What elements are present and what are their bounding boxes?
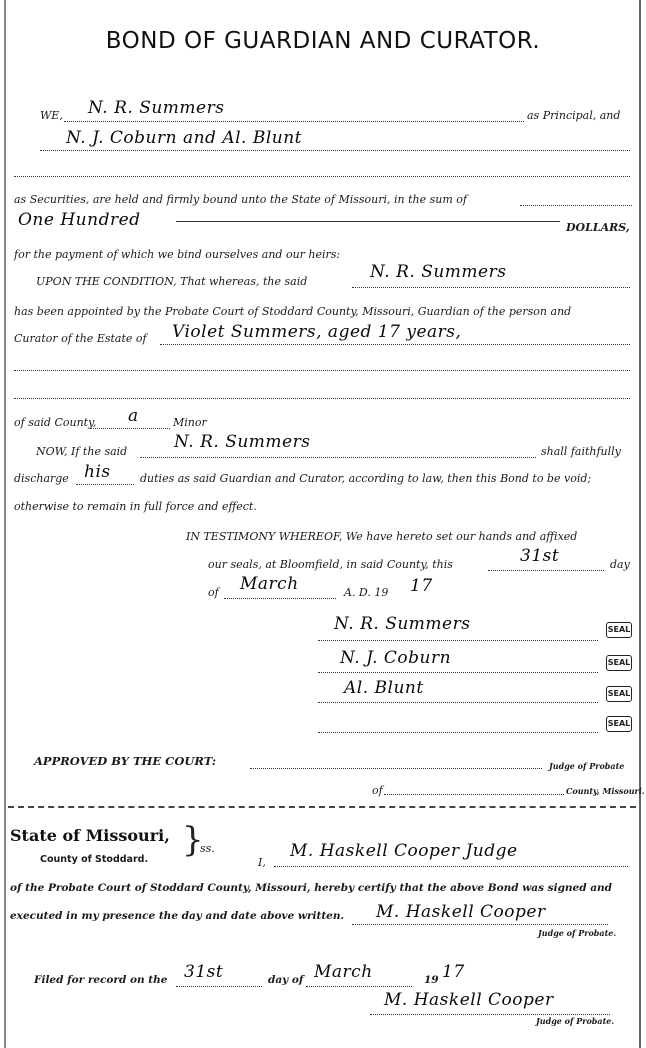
document-title: BOND OF GUARDIAN AND CURATOR. — [105, 28, 541, 54]
day-line — [488, 570, 604, 571]
ward-name: Violet Summers, aged 17 years, — [172, 322, 462, 342]
cert-judge-line — [274, 866, 628, 867]
testimony-text: We have hereto set our hands and affixed — [345, 530, 578, 543]
condition-text: That whereas, the said — [180, 275, 308, 288]
testimony-label: IN TESTIMONY WHEREOF, — [186, 530, 343, 543]
seal-4-icon: SEAL — [606, 716, 632, 732]
seal-3-icon: SEAL — [606, 686, 632, 702]
year-handwritten: 17 — [410, 576, 433, 596]
minor-line — [90, 428, 170, 429]
approval-of-label: of — [372, 784, 383, 797]
executed-text: executed in my presence the day and date above written. — [10, 910, 345, 922]
signature-3: Al. Blunt — [344, 678, 424, 698]
discharge-label: discharge — [14, 472, 69, 485]
county-text: of said County, — [14, 416, 97, 429]
blank-line-2 — [14, 398, 630, 399]
otherwise-text: otherwise to remain in full force and effect. — [14, 500, 257, 513]
approved-label: APPROVED BY THE COURT: — [34, 754, 217, 768]
securities-line — [40, 150, 630, 151]
filed-day: 31st — [184, 962, 224, 982]
seal-1-icon: SEAL — [606, 622, 632, 638]
approval-county-line — [384, 794, 564, 795]
cert-judge-name: M. Haskell Cooper Judge — [290, 841, 518, 861]
cert-signature-line — [352, 924, 608, 925]
state-heading: State of Missouri, — [10, 826, 170, 845]
duties-text: duties as said Guardian and Curator, according to law, then this Bond to be void; — [140, 472, 592, 485]
now-name-line — [140, 457, 536, 458]
signature-line-3 — [318, 702, 598, 703]
seals-text: our seals, at Bloomfield, in said County, this — [208, 558, 453, 571]
signature-line-1 — [318, 640, 598, 641]
certify-text: of the Probate Court of Stoddard County, Missouri, hereby certify that the above Bond was signed and — [10, 882, 613, 894]
principal-suffix: as Principal, and — [527, 109, 621, 122]
county-heading: County of Stoddard. — [40, 854, 149, 865]
filed-signature-line — [370, 1014, 610, 1015]
condition-name-line — [352, 287, 630, 288]
minor-handwritten: a — [128, 406, 139, 426]
pronoun-line — [76, 484, 134, 485]
ward-line — [160, 344, 630, 345]
condition-line — [36, 275, 307, 288]
principal-line — [64, 121, 524, 122]
condition-label: UPON THE CONDITION, — [36, 275, 177, 288]
dollars-label: DOLLARS, — [566, 221, 630, 234]
cert-i-label: I, — [258, 856, 266, 869]
of-label: of — [208, 586, 219, 599]
filed-year-prefix: 19 — [424, 974, 439, 986]
day-label: day — [610, 558, 630, 571]
payment-text: for the payment of which we bind ourselves and our heirs: — [14, 248, 341, 261]
securities-names: N. J. Coburn and Al. Blunt — [66, 128, 303, 148]
approval-judge-line — [250, 768, 542, 769]
section-divider — [8, 806, 636, 808]
faithfully-text: shall faithfully — [541, 445, 621, 458]
testimony-line — [186, 530, 577, 543]
filed-day-line — [176, 986, 262, 987]
filed-month-line — [306, 986, 412, 987]
pronoun-handwritten: his — [84, 462, 111, 482]
filed-label: Filed for record on the — [34, 974, 168, 986]
filed-day-label: day of — [268, 974, 304, 986]
blank-line-1 — [14, 370, 630, 371]
securities-line-2 — [14, 176, 630, 177]
filed-month: March — [314, 962, 373, 982]
approval-judge-label: Judge of Probate — [549, 761, 625, 771]
ad-label: A. D. 19 — [344, 586, 389, 599]
appointed-text: has been appointed by the Probate Court of Stoddard County, Missouri, Guardian of the person and — [14, 305, 572, 318]
filed-judge-label: Judge of Probate. — [536, 1016, 615, 1026]
sum-handwritten: One Hundred — [18, 210, 141, 230]
brace-icon: } — [182, 820, 204, 860]
minor-label: Minor — [173, 416, 207, 429]
sum-line-top — [520, 205, 632, 206]
signature-1: N. R. Summers — [334, 614, 471, 634]
approval-county-label: County, Missouri. — [566, 786, 645, 796]
condition-name: N. R. Summers — [370, 262, 507, 282]
securities-text: as Securities, are held and firmly bound unto the State of Missouri, in the sum of — [14, 193, 467, 206]
principal-name: N. R. Summers — [88, 98, 225, 118]
signature-line-4 — [318, 732, 598, 733]
cert-signature: M. Haskell Cooper — [376, 902, 546, 922]
month-line — [224, 598, 336, 599]
now-text: NOW, If the said — [36, 445, 128, 458]
we-label: WE, — [40, 109, 63, 122]
page-right-edge — [639, 0, 641, 1048]
filed-signature: M. Haskell Cooper — [384, 990, 554, 1010]
page-left-edge — [4, 0, 6, 1048]
month-handwritten: March — [240, 574, 299, 594]
signature-line-2 — [318, 672, 598, 673]
signature-2: N. J. Coburn — [340, 648, 452, 668]
day-handwritten: 31st — [520, 546, 560, 566]
now-name: N. R. Summers — [174, 432, 311, 452]
seal-2-icon: SEAL — [606, 655, 632, 671]
curator-text: Curator of the Estate of — [14, 332, 147, 345]
filed-year: 17 — [442, 962, 465, 982]
cert-judge-label: Judge of Probate. — [538, 928, 617, 938]
sum-line — [176, 221, 560, 222]
ss-label: ss. — [200, 842, 215, 855]
